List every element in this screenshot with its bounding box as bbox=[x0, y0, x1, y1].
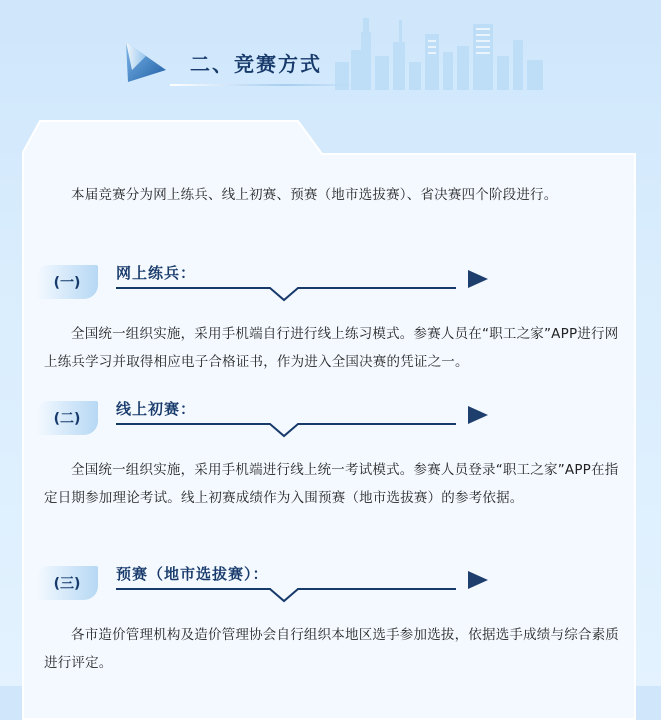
section-body-1: 全国统一组织实施，采用手机端自行进行线上练习模式。参赛人员在“职工之家”APP进行网上练兵学习并取得相应电子合格证书，作为进入全国决赛的凭证之一。 bbox=[44, 326, 619, 370]
section-body-3: 各市造价管理机构及造价管理协会自行组织本地区选手参加选拔，依据选手成绩与综合素质进行评定。 bbox=[44, 627, 619, 671]
section-title: 网上练兵： bbox=[116, 264, 197, 282]
notched-underline bbox=[116, 583, 456, 603]
section-number-badge: (二) bbox=[36, 401, 98, 435]
section-title: 线上初赛： bbox=[116, 400, 197, 418]
section-title: 预赛（地市选拔赛）： bbox=[116, 565, 269, 583]
page-title: 二、竞赛方式 bbox=[190, 52, 322, 76]
section-number-badge: (三) bbox=[36, 566, 98, 600]
section-header bbox=[0, 0, 661, 110]
section-number-badge: (一) bbox=[36, 265, 98, 299]
section-body-2: 全国统一组织实施，采用手机端进行线上统一考试模式。参赛人员登录“职工之家”APP在指定日期参加理论考试。线上初赛成绩作为入围预赛（地市选拔赛）的参考依据。 bbox=[44, 462, 619, 506]
city-skyline-illustration bbox=[335, 12, 550, 90]
section-heading-2 bbox=[36, 398, 496, 442]
section-heading-1 bbox=[36, 262, 496, 306]
play-arrow-icon bbox=[466, 404, 490, 426]
title-underline bbox=[170, 84, 360, 86]
triangle-arrow-icon bbox=[122, 40, 168, 84]
section-heading-3 bbox=[36, 563, 496, 607]
notched-underline bbox=[116, 418, 456, 438]
intro-paragraph: 本届竞赛分为网上练兵、线上初赛、预赛（地市选拔赛）、省决赛四个阶段进行。 bbox=[71, 187, 558, 203]
notched-underline bbox=[116, 282, 456, 302]
play-arrow-icon bbox=[466, 569, 490, 591]
play-arrow-icon bbox=[466, 268, 490, 290]
